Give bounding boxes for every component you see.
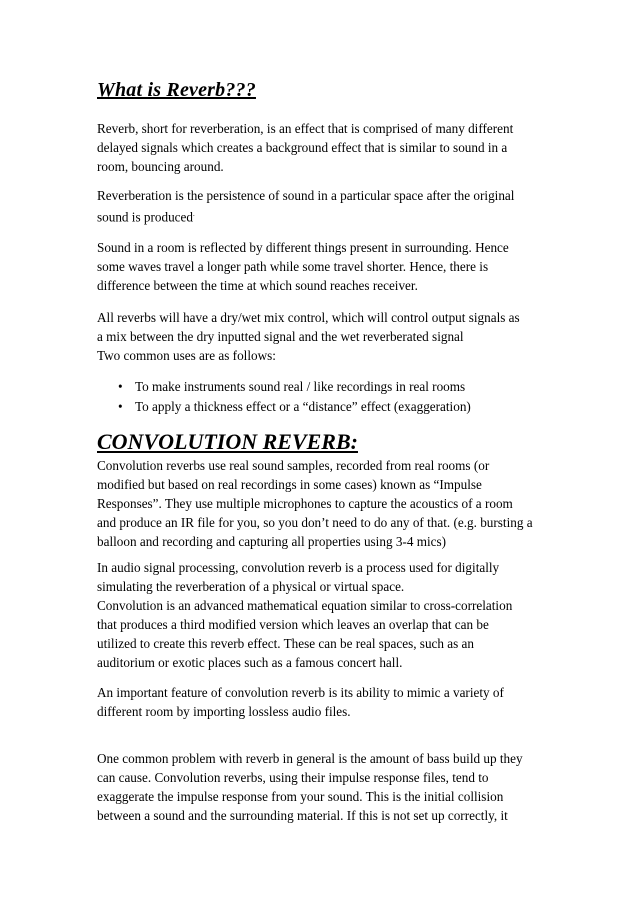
text-line: utilized to create this reverb effect. These can be real spaces, such as an [97,636,475,651]
list-item-text: To apply a thickness effect or a “distance” effect (exaggeration) [135,399,471,414]
text-line: between a sound and the surrounding material. If this is not set up correctly, it [97,808,508,823]
list-item-text: To make instruments sound real / like recordings in real rooms [135,379,466,394]
text-line: exaggerate the impulse response from your sound. This is the initial collision [97,789,504,804]
paragraph-reverberation [97,186,547,226]
text-line: room, bouncing around. [97,159,224,174]
heading-convolution-reverb: CONVOLUTION REVERB: [97,429,358,454]
footnote-mark: . [192,210,195,218]
paragraph-audio-signal-processing [97,558,547,672]
paragraph-common-problem [97,749,547,825]
paragraph-important-feature [97,683,547,721]
text-line: balloon and recording and capturing all properties using 3-4 mics) [97,534,447,549]
text-line: delayed signals which creates a background effect that is similar to sound in a [97,140,508,155]
text-line: and produce an IR file for you, so you don’t need to do any of that. (e.g. bursting a [97,515,533,530]
heading-what-is-reverb: What is Reverb??? [97,79,256,101]
text-line: some waves travel a longer path while some travel shorter. Hence, there is [97,259,489,274]
paragraph-reverb-definition [97,119,547,176]
text-line: Two common uses are as follows: [97,348,276,363]
text-line: Convolution reverbs use real sound samples, recorded from real rooms (or [97,458,490,473]
bullet-list-uses [118,377,471,417]
text-line [97,205,547,226]
list-item [118,397,471,417]
list-item [118,377,471,397]
text-line: modified but based on real recordings in some cases) known as “Impulse [97,477,482,492]
text-line: In audio signal processing, convolution reverb is a process used for digitally [97,560,500,575]
paragraph-convolution-samples [97,456,547,551]
text-line: All reverbs will have a dry/wet mix control, which will control output signals as [97,310,520,325]
text-line: Sound in a room is reflected by different things present in surrounding. Hence [97,240,509,255]
text-line: difference between the time at which sound reaches receiver. [97,278,418,293]
text-line: An important feature of convolution reverb is its ability to mimic a variety of [97,685,504,700]
text-line: Reverberation is the persistence of sound in a particular space after the original [97,188,515,203]
text-line: that produces a third modified version which leaves an overlap that can be [97,617,489,632]
bullet-icon: • [118,379,123,394]
text-line: Reverb, short for reverberation, is an effect that is comprised of many different [97,121,514,136]
text-line: auditorium or exotic places such as a famous concert hall. [97,655,403,670]
paragraph-dry-wet-mix [97,308,547,365]
text-line: different room by importing lossless audio files. [97,704,351,719]
text-line: Responses”. They use multiple microphones to capture the acoustics of a room [97,496,513,511]
text-line: can cause. Convolution reverbs, using their impulse response files, tend to [97,770,489,785]
text-line: One common problem with reverb in general is the amount of bass build up they [97,751,523,766]
paragraph-sound-in-room [97,238,547,295]
text-line: Convolution is an advanced mathematical equation similar to cross-correlation [97,598,513,613]
text-fragment: sound is produced [97,209,193,225]
text-line: simulating the reverberation of a physical or virtual space. [97,579,405,594]
text-line: a mix between the dry inputted signal and the wet reverberated signal [97,329,464,344]
bullet-icon: • [118,399,123,414]
